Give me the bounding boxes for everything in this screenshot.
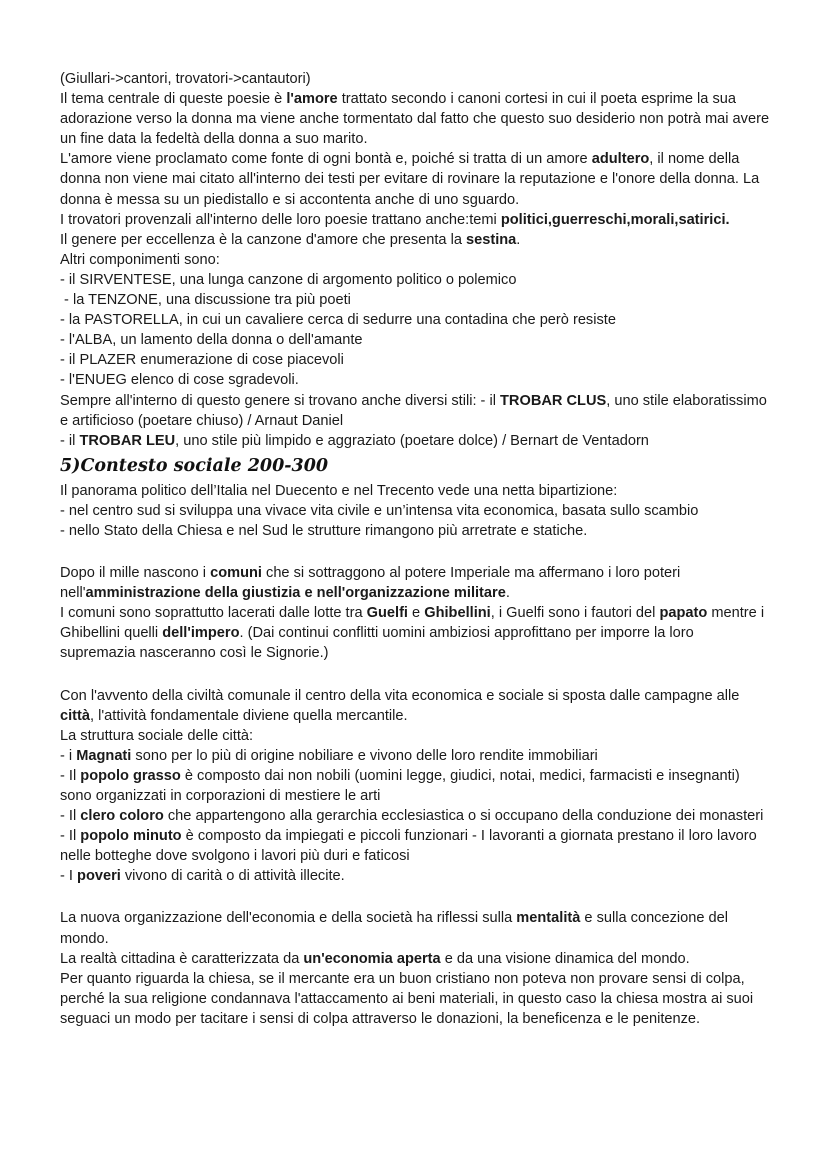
- paragraph-chiesa: Per quanto riguarda la chiesa, se il mercante era un buon cristiano non poteva non provare sensi di colpa, perché la sua religione condannava l'attaccamento ai beni materiali, in questo caso la chiesa mostra ai suoi seguaci un modo per tacitare i sensi di colpa attraverso le donazioni, la beneficenza e le penitenze.: [60, 970, 754, 1027]
- paragraph-trobar-leu: - il TROBAR LEU, uno stile più limpido e aggraziato (poetare dolce) / Bernart de Ventadorn: [60, 432, 649, 449]
- paragraph-stato-chiesa: - nello Stato della Chiesa e nel Sud le strutture rimangono più arretrate e statiche.: [60, 522, 588, 539]
- spacer: [60, 886, 770, 906]
- section-heading: 5)Contesto sociale 200-300: [60, 455, 329, 476]
- paragraph-comuni: Dopo il mille nascono i comuni che si sottraggono al potere Imperiale ma affermano i loro poteri nell'amministrazione della giustizia e nell'organizzazione militare.: [60, 565, 681, 602]
- list-item: - la PASTORELLA, in cui un cavaliere cerca di sedurre una contadina che però resiste: [60, 312, 616, 329]
- list-item-poveri: - I poveri vivono di carità o di attività illecite.: [60, 868, 345, 885]
- list-item: - la TENZONE, una discussione tra più poeti: [60, 292, 351, 309]
- paragraph-panorama: Il panorama politico dell’Italia nel Duecento e nel Trecento vede una netta bipartizione:: [60, 482, 618, 499]
- paragraph-struttura-sociale: La struttura sociale delle città:: [60, 727, 254, 744]
- list-item-popolo-minuto: - Il popolo minuto è composto da impiegati e piccoli funzionari - I lavoranti a giornata prestano il loro lavoro nelle botteghe dove svolgono i lavori più duri e faticosi: [60, 828, 757, 865]
- paragraph-giullari: (Giullari->cantori, trovatori->cantautori): [60, 71, 311, 87]
- list-item: - il SIRVENTESE, una lunga canzone di argomento politico o polemico: [60, 271, 517, 288]
- list-item: - il PLAZER enumerazione di cose piacevoli: [60, 352, 344, 369]
- paragraph-tema-centrale: Il tema centrale di queste poesie è l'amore trattato secondo i canoni cortesi in cui il poeta esprime la sua adorazione verso la donna ma viene anche tormentato dal fatto che questo suo desiderio non potrà mai avere un fine data la fedeltà della donna a suo marito.: [60, 91, 770, 148]
- list-item: - l'ENUEG elenco di cose sgradevoli.: [60, 372, 299, 389]
- list-item-magnati: - i Magnati sono per lo più di origine nobiliare e vivono delle loro rendite immobiliari: [60, 747, 598, 764]
- spacer: [60, 541, 770, 561]
- paragraph-realta-cittadina: La realtà cittadina è caratterizzata da un'economia aperta e da una visione dinamica del mondo.: [60, 950, 690, 967]
- list-item-popolo-grasso: - Il popolo grasso è composto dai non nobili (uomini legge, giudici, notai, medici, farmacisti e insegnanti) sono organizzati in corporazioni di mestiere le arti: [60, 767, 740, 804]
- paragraph-amore: L'amore viene proclamato come fonte di ogni bontà e, poiché si tratta di un amore adultero, il nome della donna non viene mai citato all'interno dei testi per evitare di rovinare la reputazione e l'onore della donna. La donna è messa su un piedistallo e si accontenta anche di uno sguardo.: [60, 151, 760, 208]
- paragraph-genere: Il genere per eccellenza è la canzone d'amore che presenta la sestina.: [60, 231, 521, 248]
- paragraph-stili: Sempre all'interno di questo genere si trovano anche diversi stili: - il TROBAR CLUS, uno stile elaboratissimo e artificioso (poetare chiuso) / Arnaut Daniel: [60, 392, 767, 429]
- paragraph-centro-sud: - nel centro sud si sviluppa una vivace vita civile e un’intensa vita economica, basata sullo scambio: [60, 502, 699, 519]
- paragraph-guelfi-ghibellini: I comuni sono soprattutto lacerati dalle lotte tra Guelfi e Ghibellini, i Guelfi sono i fautori del papato mentre i Ghibellini quelli dell'impero. (Dai continui conflitti uomini ambiziosi approfittano per imporre la loro supremazia nasceranno così le Signorie.): [60, 605, 765, 662]
- document-body: [60, 69, 770, 1029]
- paragraph-trovatori: I trovatori provenzali all'interno delle loro poesie trattano anche:temi politici,guerreschi,morali,satirici.: [60, 211, 730, 228]
- paragraph-mentalita: La nuova organizzazione dell'economia e della società ha riflessi sulla mentalità e sulla concezione del mondo.: [60, 910, 729, 947]
- list-item: - l'ALBA, un lamento della donna o dell'amante: [60, 332, 363, 349]
- paragraph-componimenti: Altri componimenti sono:: [60, 251, 220, 268]
- paragraph-civilta-comunale: Con l'avvento della civiltà comunale il centro della vita economica e sociale si sposta dalle campagne alle città, l'attività fondamentale diviene quella mercantile.: [60, 687, 740, 724]
- list-item-clero: - Il clero coloro che appartengono alla gerarchia ecclesiastica o si occupano della conduzione dei monasteri: [60, 808, 764, 825]
- spacer: [60, 664, 770, 684]
- componimenti-list: [60, 270, 770, 391]
